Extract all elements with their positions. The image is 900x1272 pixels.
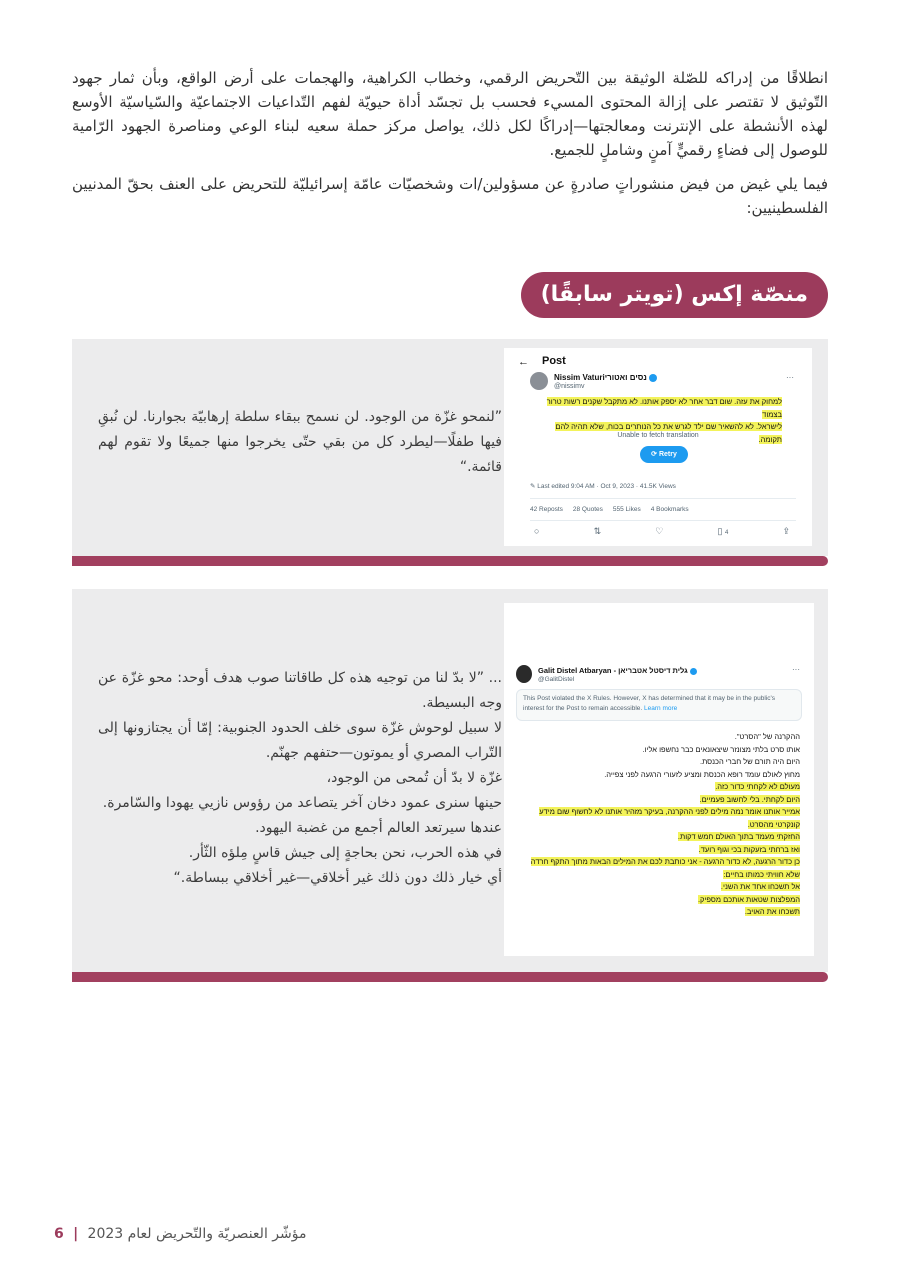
- tweet-line-text: אל תשכחו אחד את השני.: [720, 882, 800, 891]
- tweet-line: [510, 806, 800, 819]
- divider: [530, 498, 796, 499]
- tweet-line-text: אמייר אותנו אומר נמה מילים לפני ההקרנה, בעיקר מזהיר אותנו לא לחשוף שום מידע: [539, 807, 800, 816]
- avatar: [516, 665, 532, 683]
- tweet-line-1: למחוק את עזה. שום דבר אחר לא יספק אותנו. לא מתקבל שקנים רשות טרור בצמוד: [546, 397, 782, 419]
- tweet-line-text: היום לקחתי. בלי לחשוב פעמיים.: [699, 794, 800, 804]
- tweet-actions: [534, 526, 790, 537]
- tweet-line-text: החזקתי מעמד בתוך האולם חמש דקות.: [677, 832, 800, 841]
- quote-line: حينها سنرى عمود دخان آخر يتصاعد من رؤوس نازيي يهودا والسّامرة.: [102, 795, 502, 811]
- panel-underline: [72, 972, 828, 982]
- tweet-line-text: מחוץ לאולם עומד רופא הכנסת ומציע לזעורי הרגעה לפני צפייה.: [604, 769, 800, 779]
- tweet-body: [510, 731, 800, 919]
- tweet-line-2: לישראל. לא להשאיר שם ילד לגרש את כל הנותרים בכוח, שלא תהיה להם תקומה.: [555, 422, 782, 444]
- tweet-line: [510, 756, 800, 769]
- stat-quotes[interactable]: 28 Quotes: [572, 506, 603, 513]
- tweet-line: [510, 856, 800, 869]
- rule-violation-notice: [516, 689, 802, 721]
- post-panel-2: [72, 589, 828, 972]
- tweet-line-text: ואז ברחתי בזעקות בכי וגוף רועד.: [698, 844, 800, 854]
- tweet-line: [510, 794, 800, 807]
- verified-icon: [649, 374, 657, 382]
- tweet-line-text: קונקרטי מהסרט.: [747, 819, 800, 829]
- quote-line: أي خيار ذلك دون ذلك غير أخلاقي—غير أخلاقي ببساطة.“: [173, 870, 502, 886]
- divider: [530, 520, 796, 521]
- tweet-line: [510, 744, 800, 757]
- page-number: 6: [54, 1226, 64, 1242]
- like-icon[interactable]: ♡: [655, 526, 664, 536]
- tweet-line: [510, 906, 800, 919]
- tweet-line: [510, 769, 800, 782]
- retry-button[interactable]: [640, 446, 688, 463]
- quote-line: في هذه الحرب، نحن بحاجةٍ إلى جيش قاسٍ مِلؤه الثّأر.: [188, 845, 502, 861]
- more-icon[interactable]: ···: [792, 665, 800, 674]
- tweet-line: [510, 731, 800, 744]
- quote-line: ... ”لا بدّ لنا من توجيه هذه كل طاقاتنا صوب هدف أوحد: محو غزّة عن وجه البسيطة.: [98, 670, 502, 711]
- bookmark-count: 4: [724, 530, 729, 536]
- tweet-header: Post: [542, 355, 566, 367]
- tweet-line: [510, 881, 800, 894]
- bookmark-button[interactable]: [717, 526, 728, 537]
- tweet-line: [510, 831, 800, 844]
- retry-label: Retry: [658, 451, 677, 458]
- edit-info: Last edited 9:04 AM · Oct 9, 2023 · 41.5K Views: [537, 483, 676, 490]
- arrow-left-icon: ←: [518, 356, 529, 368]
- tweet-line-text: אותו סרט בלתי מצונזר שיצאונאים כבר נחשפו אליו.: [642, 744, 800, 754]
- author-handle: @GalitDistel: [538, 676, 575, 683]
- stat-bookmarks[interactable]: 4 Bookmarks: [650, 506, 689, 513]
- repost-icon[interactable]: ⇅: [593, 526, 602, 536]
- tweet-line-text: היום היה תורם של חברי הכנסת.: [699, 757, 800, 766]
- reply-icon[interactable]: ○: [534, 526, 540, 536]
- verified-icon: [690, 668, 697, 675]
- learn-more-link[interactable]: Learn more: [644, 705, 678, 712]
- tweet-line-text: המפלצות שטאות אותכם מספיק.: [697, 894, 800, 904]
- author-name: Nissim Vaturiנסים ואטורי: [554, 373, 647, 382]
- stat-likes[interactable]: 555 Likes: [612, 506, 641, 513]
- share-icon[interactable]: ⇪: [782, 526, 790, 536]
- avatar: [530, 372, 548, 390]
- tweet-line: [510, 819, 800, 832]
- quote-text-1: ”لنمحو غزّة من الوجود. لن نسمح ببقاء سلطة إرهابيّة بجوارنا. لن نُبقِ فيها طفلًا—ليطرد كل من بقي حتّى يخرجوا منها جميعًا ولا تقوم لهم قائمة.“: [98, 409, 502, 475]
- intro-paragraph-2: فيما يلي غيض من فيض منشوراتٍ صادرةٍ عن مسؤولين/ات وشخصيّات عامّة إسرائيليّة للتحريض على العنف بحقّ المدنيين الفلسطينيين:: [72, 175, 828, 217]
- quote-line: غزّة لا بدّ أن تُمحى من الوجود،: [326, 770, 502, 786]
- refresh-icon: ⟳: [651, 451, 657, 458]
- tweet-stats: [530, 506, 689, 513]
- tweet-line-text: שלא חוויתי כמותו בחיים:: [723, 869, 800, 879]
- author-handle: @nissimv: [554, 383, 585, 390]
- intro-text: [72, 66, 828, 230]
- more-icon[interactable]: ···: [786, 373, 794, 382]
- footer-title: مؤشّر العنصريّة والتّحريض لعام 2023: [87, 1226, 307, 1242]
- tweet-line-text: כן כדור הרגעה, לא כדור הרגעה - אני כותבת לכם את המילים הבאות מתוך התקף חרדה: [530, 857, 800, 866]
- author-name: Galit Distel Atbaryan - גלית דיסטל אטבריאן: [538, 666, 688, 675]
- bookmark-icon: ▯: [717, 526, 723, 536]
- page-footer: [54, 1226, 306, 1242]
- notice-text: This Post violated the X Rules. However, X has determined that it may be in the public's interest for the Post to remain accessible.: [523, 695, 775, 712]
- section-title: منصّة إكس (تويتر سابقًا): [521, 272, 828, 318]
- tweet-line: [510, 781, 800, 794]
- quote-line: لا سبيل لوحوش غزّة سوى خلف الحدود الجنوبية: إمّا أن يجتازونها إلى التّراب المصري أو يموتون—حتفهم جهنّم.: [98, 720, 502, 761]
- tweet-screenshot-2: [504, 603, 814, 956]
- pencil-icon: ✎: [530, 483, 536, 490]
- intro-paragraph-1: انطلاقًا من إدراكه للصّلة الوثيقة بين التّحريض الرقمي، وخطاب الكراهية، والهجمات على أرض الواقع، وبأن ثمار جهود التّوثيق لا تقتصر على إزالة المحتوى المسيء فحسب بل تجسّد أداة حيويّة لفهم التّداعيات الاجتماعيّة والسّياسيّة الأوسع لهذه الأنشطة على الإنترنت ومعالجتها—إدراكًا لكل ذلك، يواصل مركز حملة سعيه لبناء الوعي ومناصرة الجهود الرّامية للوصول إلى فضاءٍ رقميٍّ آمنٍ وشاملٍ للجميع.: [72, 69, 828, 159]
- translation-status: Unable to fetch translation: [617, 432, 699, 439]
- tweet-line: [510, 844, 800, 857]
- tweet-line: [510, 894, 800, 907]
- panel-underline: [72, 556, 828, 566]
- stat-reposts[interactable]: 42 Reposts: [530, 506, 563, 513]
- tweet-line-text: ההקרנה של "הסרט".: [734, 732, 800, 741]
- tweet-line-text: תשכחו את האויב.: [744, 907, 800, 916]
- footer-separator: |: [68, 1226, 84, 1242]
- post-panel-1: [72, 339, 828, 556]
- tweet-line-text: מעולם לא לקחתי כדור כזה.: [715, 782, 800, 791]
- quote-text-2: [98, 666, 502, 891]
- tweet-screenshot-1: [504, 348, 812, 546]
- tweet-line: [510, 869, 800, 882]
- quote-line: عندها سيرتعد العالم أجمع من غضبة اليهود.: [255, 820, 502, 836]
